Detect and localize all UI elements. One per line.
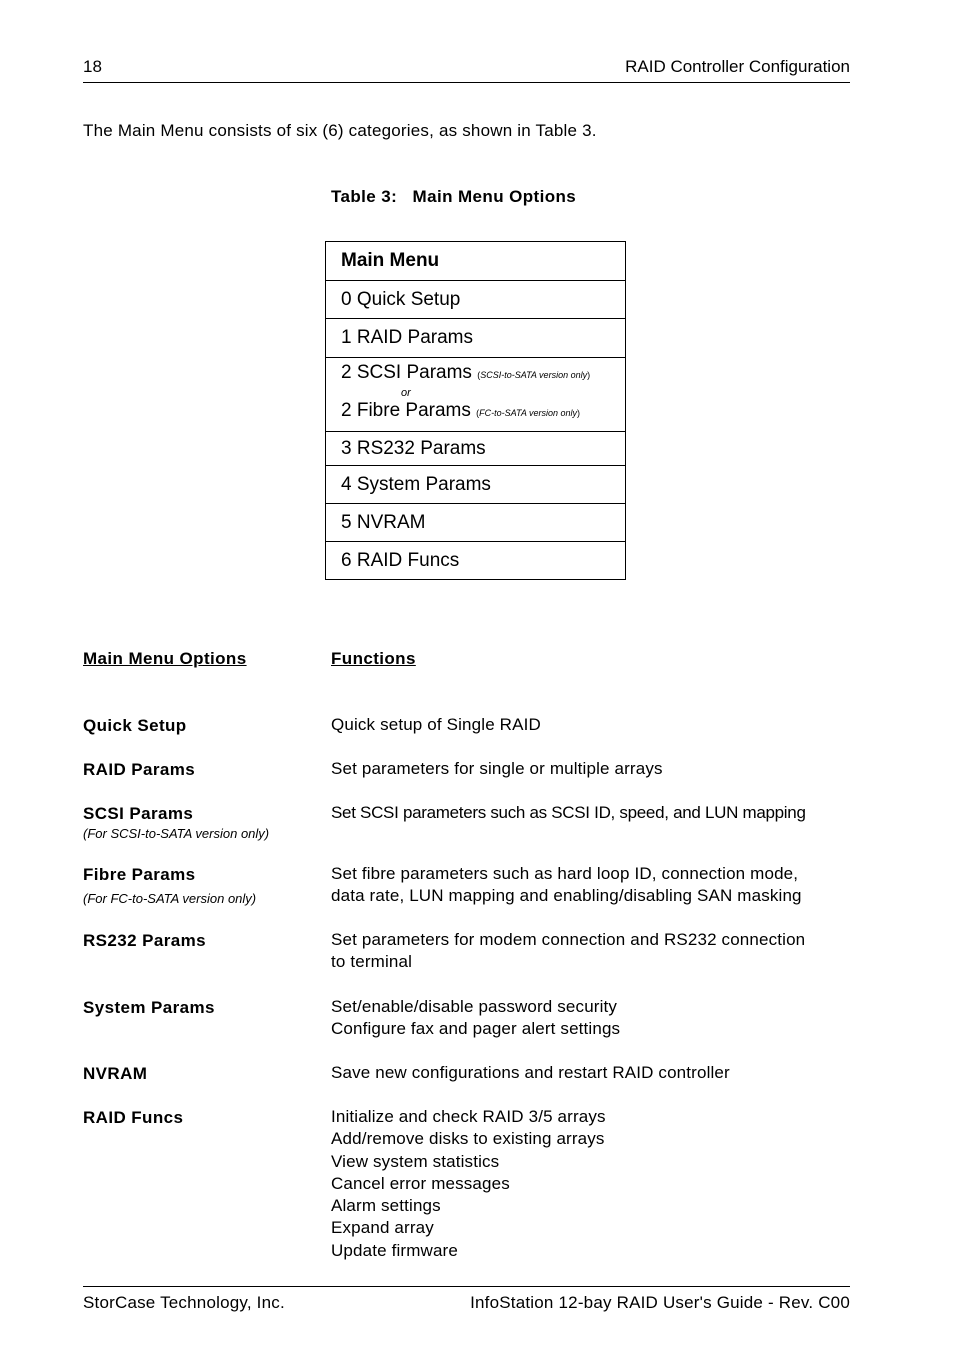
footer-document-title: InfoStation 12-bay RAID User's Guide - Rev. C00 xyxy=(470,1293,850,1312)
running-title: RAID Controller Configuration xyxy=(625,57,850,76)
scsi-version-note: SCSI-to-SATA version only xyxy=(480,370,588,380)
function-fibre-params: Set fibre parameters such as hard loop ID, connection mode, data rate, LUN mapping and enabling/disabling SAN masking xyxy=(331,864,802,906)
table-row: 1 RAID Params xyxy=(326,318,625,357)
fibre-version-note: FC-to-SATA version only xyxy=(479,408,578,418)
function-rs232-params: Set parameters for modem connection and RS232 connection to terminal xyxy=(331,930,806,972)
function-system-params: Set/enable/disable password security Configure fax and pager alert settings xyxy=(331,997,621,1039)
scsi-line: 2 SCSI Params (SCSI-to-SATA version only) xyxy=(341,362,591,383)
function-scsi-params: Set SCSI parameters such as SCSI ID, speed, and LUN mapping xyxy=(331,803,806,822)
options-column-heading: Main Menu Options xyxy=(83,649,247,668)
option-scsi-note: (For SCSI-to-SATA version only) xyxy=(83,826,270,841)
function-raid-params: Set parameters for single or multiple arrays xyxy=(331,759,663,778)
table-row: 4 System Params xyxy=(326,465,625,503)
option-scsi-params: SCSI Params xyxy=(83,804,194,823)
table-caption: Table 3: Main Menu Options xyxy=(331,187,577,206)
page-number: 18 xyxy=(83,57,102,76)
table-row: 0 Quick Setup xyxy=(326,280,625,318)
footer-company: StorCase Technology, Inc. xyxy=(83,1293,285,1312)
function-raid-funcs: Initialize and check RAID 3/5 arrays Add/remove disks to existing arrays View system statistics Cancel error messages Alarm settings Expand array Update firmware xyxy=(331,1107,606,1260)
or-text: or xyxy=(401,387,411,399)
scsi-params-label: 2 SCSI Params xyxy=(341,362,472,383)
option-raid-params: RAID Params xyxy=(83,760,196,779)
table-row-scsi-fibre xyxy=(326,357,625,431)
option-nvram: NVRAM xyxy=(83,1064,148,1083)
option-rs232-params: RS232 Params xyxy=(83,931,206,950)
fibre-line: 2 Fibre Params (FC-to-SATA version only) xyxy=(341,400,581,421)
table-row: 3 RS232 Params xyxy=(326,431,625,465)
main-menu-table xyxy=(325,241,626,580)
option-quick-setup: Quick Setup xyxy=(83,716,187,735)
functions-column-heading: Functions xyxy=(331,649,416,668)
table-heading: Main Menu xyxy=(341,250,440,271)
page-header xyxy=(83,57,850,77)
footer-rule xyxy=(83,1286,850,1287)
table-row: 5 NVRAM xyxy=(326,503,625,541)
table-row: 6 RAID Funcs xyxy=(326,541,625,579)
option-fibre-params: Fibre Params xyxy=(83,865,196,884)
function-nvram: Save new configurations and restart RAID controller xyxy=(331,1063,730,1082)
header-rule xyxy=(83,82,850,83)
option-fibre-note: (For FC-to-SATA version only) xyxy=(83,891,257,906)
function-quick-setup: Quick setup of Single RAID xyxy=(331,715,541,734)
fibre-params-label: 2 Fibre Params xyxy=(341,400,471,421)
option-system-params: System Params xyxy=(83,998,215,1017)
option-raid-funcs: RAID Funcs xyxy=(83,1108,184,1127)
intro-paragraph: The Main Menu consists of six (6) categories, as shown in Table 3. xyxy=(83,121,597,140)
